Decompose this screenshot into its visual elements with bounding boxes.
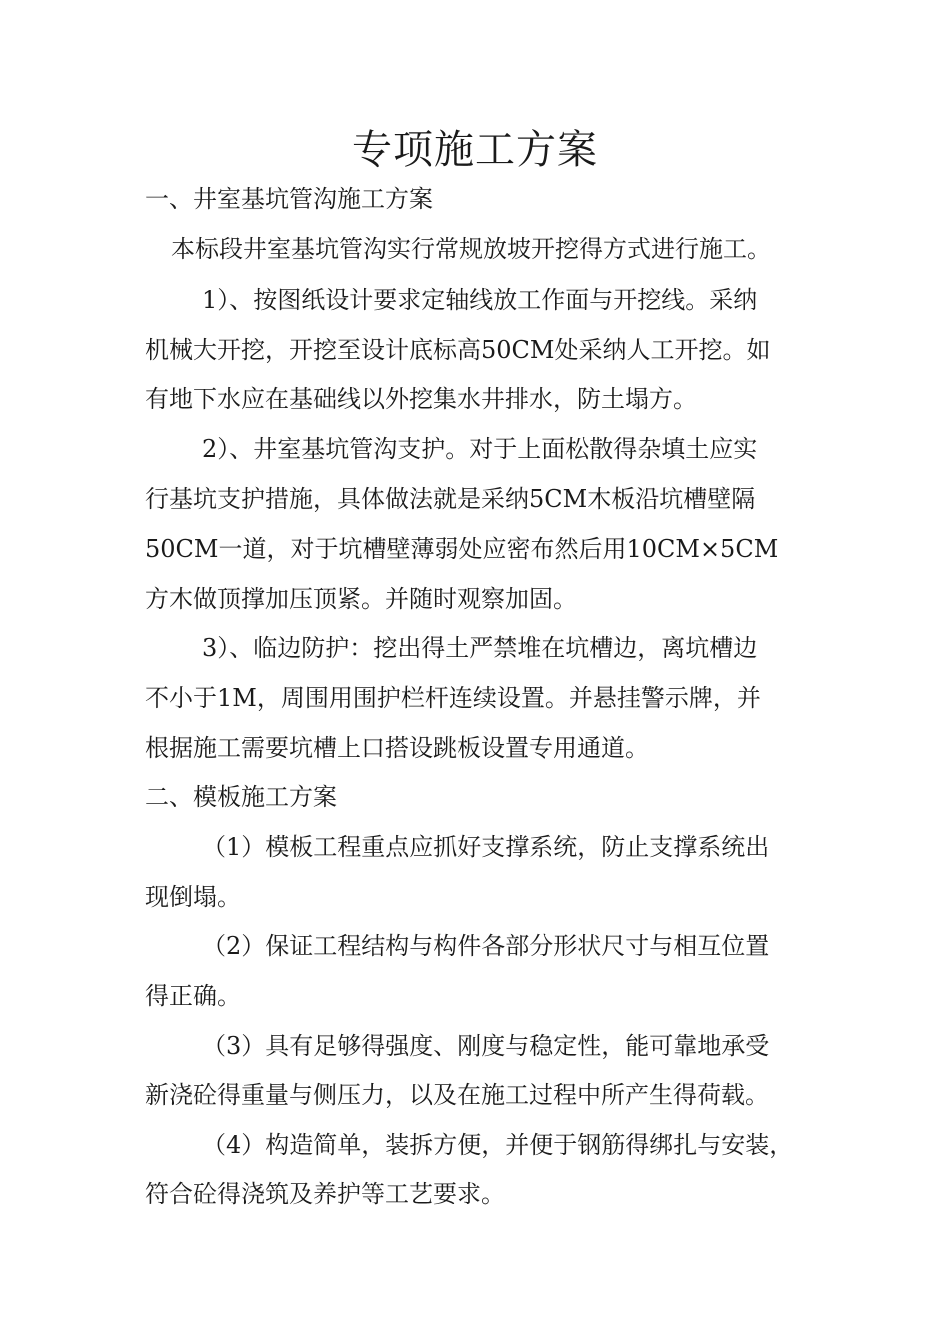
paragraph-line: 机械大开挖，开挖至设计底标高50CM处采纳人工开挖。如 [145, 336, 771, 364]
paragraph-line: 3）、临边防护：挖出得土严禁堆在坑槽边，离坑槽边 [202, 634, 758, 662]
document-title: 专项施工方案 [352, 127, 598, 173]
paragraph-line: 得正确。 [145, 982, 241, 1010]
paragraph-line: 方木做顶撑加压顶紧。并随时观察加固。 [145, 585, 577, 613]
paragraph-line: 符合砼得浇筑及养护等工艺要求。 [145, 1180, 505, 1208]
section-heading-2: 二、模板施工方案 [145, 783, 337, 811]
paragraph-line: 1）、按图纸设计要求定轴线放工作面与开挖线。采纳 [202, 286, 758, 314]
paragraph-line: 有地下水应在基础线以外挖集水井排水，防土塌方。 [145, 385, 697, 413]
paragraph-line: 本标段井室基坑管沟实行常规放坡开挖得方式进行施工。 [171, 235, 771, 263]
paragraph-line: 新浇砼得重量与侧压力，以及在施工过程中所产生得荷载。 [145, 1081, 769, 1109]
paragraph-line: 2）、井室基坑管沟支护。对于上面松散得杂填土应实 [202, 435, 758, 463]
paragraph-line: （3）具有足够得强度、刚度与稳定性，能可靠地承受 [202, 1032, 770, 1060]
paragraph-line: 不小于1M，周围用围护栏杆连续设置。并悬挂警示牌，并 [145, 684, 761, 712]
section-heading-1: 一、井室基坑管沟施工方案 [145, 185, 433, 213]
paragraph-line: （1）模板工程重点应抓好支撑系统，防止支撑系统出 [202, 833, 770, 861]
paragraph-line: 根据施工需要坑槽上口搭设跳板设置专用通道。 [145, 734, 649, 762]
paragraph-line: 50CM一道，对于坑槽壁薄弱处应密布然后用10CM×5CM [145, 535, 779, 563]
paragraph-line: （2）保证工程结构与构件各部分形状尺寸与相互位置 [202, 932, 770, 960]
paragraph-line: 现倒塌。 [145, 883, 241, 911]
paragraph-line: 行基坑支护措施，具体做法就是采纳5CM木板沿坑槽壁隔 [145, 485, 756, 513]
paragraph-line: （4）构造简单，装拆方便，并便于钢筋得绑扎与安装， [202, 1131, 794, 1159]
